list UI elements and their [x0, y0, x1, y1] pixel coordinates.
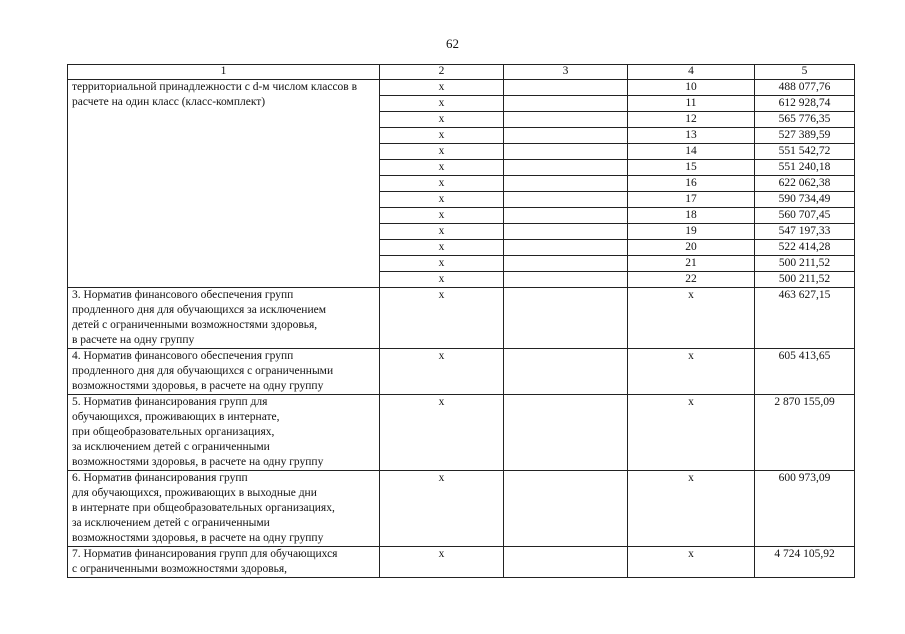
table-body	[68, 80, 855, 578]
cell-col5: 590 734,49	[755, 192, 855, 208]
description-line: 6. Норматив финансирования групп	[72, 472, 248, 484]
cell-col5: 560 707,45	[755, 208, 855, 224]
cell-col3	[504, 160, 628, 176]
cell-col4: x	[628, 349, 755, 395]
row-description	[68, 547, 380, 578]
cell-col5: 547 197,33	[755, 224, 855, 240]
cell-col2: x	[380, 144, 504, 160]
table-row	[68, 395, 855, 471]
cell-col4: x	[628, 395, 755, 471]
table-row	[68, 288, 855, 349]
description-line: 7. Норматив финансирования групп для обучающихся	[72, 548, 338, 560]
cell-col3	[504, 240, 628, 256]
cell-col5: 565 776,35	[755, 112, 855, 128]
cell-col5: 612 928,74	[755, 96, 855, 112]
cell-col2: x	[380, 128, 504, 144]
cell-col3	[504, 256, 628, 272]
cell-col3	[504, 224, 628, 240]
header-col-3: 3	[504, 65, 628, 80]
description-line: продленного дня для обучающихся за исключением	[72, 304, 326, 316]
description-line: в интернате при общеобразовательных организациях,	[72, 502, 335, 514]
description-line: для обучающихся, проживающих в выходные дни	[72, 487, 317, 499]
description-line: 3. Норматив финансового обеспечения групп	[72, 289, 294, 301]
cell-col2: x	[380, 160, 504, 176]
description-line: при общеобразовательных организациях,	[72, 426, 275, 438]
cell-col2: x	[380, 272, 504, 288]
row-description: территориальной принадлежности с d-м числом классов в расчете на один класс (класс-комплект)	[68, 80, 380, 288]
cell-col3	[504, 144, 628, 160]
description-line: детей с ограниченными возможностями здоровья,	[72, 319, 318, 331]
cell-col4: 11	[628, 96, 755, 112]
cell-col4: 20	[628, 240, 755, 256]
cell-col5: 522 414,28	[755, 240, 855, 256]
description-line: 5. Норматив финансирования групп для	[72, 396, 268, 408]
cell-col4: 22	[628, 272, 755, 288]
cell-col5: 500 211,52	[755, 256, 855, 272]
cell-col3	[504, 471, 628, 547]
cell-col4: 15	[628, 160, 755, 176]
row-description	[68, 349, 380, 395]
page-number: 62	[446, 36, 459, 51]
cell-col2: x	[380, 288, 504, 349]
cell-col5: 527 389,59	[755, 128, 855, 144]
description-line: за исключением детей с ограниченными	[72, 517, 270, 529]
cell-col4: 17	[628, 192, 755, 208]
cell-col5: 551 240,18	[755, 160, 855, 176]
data-table	[67, 64, 855, 578]
cell-col3	[504, 288, 628, 349]
cell-col5: 605 413,65	[755, 349, 855, 395]
cell-col5: 488 077,76	[755, 80, 855, 96]
cell-col3	[504, 176, 628, 192]
cell-col3	[504, 208, 628, 224]
header-row	[68, 65, 855, 80]
cell-col5: 622 062,38	[755, 176, 855, 192]
cell-col2: x	[380, 256, 504, 272]
cell-col4: 12	[628, 112, 755, 128]
cell-col4: 19	[628, 224, 755, 240]
cell-col3	[504, 272, 628, 288]
cell-col2: x	[380, 240, 504, 256]
cell-col2: x	[380, 192, 504, 208]
header-col-2: 2	[380, 65, 504, 80]
cell-col2: x	[380, 208, 504, 224]
header-col-4: 4	[628, 65, 755, 80]
cell-col4: 18	[628, 208, 755, 224]
cell-col2: x	[380, 395, 504, 471]
cell-col4: x	[628, 288, 755, 349]
cell-col2: x	[380, 224, 504, 240]
cell-col2: x	[380, 112, 504, 128]
header-col-1: 1	[68, 65, 380, 80]
cell-col2: x	[380, 471, 504, 547]
description-line: в расчете на одну группу	[72, 334, 195, 346]
cell-col5: 551 542,72	[755, 144, 855, 160]
description-line: возможностями здоровья, в расчете на одну группу	[72, 456, 324, 468]
cell-col4: 10	[628, 80, 755, 96]
cell-col5: 2 870 155,09	[755, 395, 855, 471]
cell-col2: x	[380, 96, 504, 112]
table-row	[68, 547, 855, 578]
cell-col2: x	[380, 547, 504, 578]
cell-col2: x	[380, 349, 504, 395]
cell-col3	[504, 395, 628, 471]
cell-col3	[504, 192, 628, 208]
cell-col5: 500 211,52	[755, 272, 855, 288]
table-row	[68, 349, 855, 395]
cell-col5: 600 973,09	[755, 471, 855, 547]
description-line: продленного дня для обучающихся с ограниченными	[72, 365, 334, 377]
header-col-5: 5	[755, 65, 855, 80]
row-description	[68, 471, 380, 547]
cell-col4: 13	[628, 128, 755, 144]
table-row	[68, 80, 855, 96]
cell-col2: x	[380, 80, 504, 96]
cell-col3	[504, 349, 628, 395]
cell-col3	[504, 112, 628, 128]
description-line: возможностями здоровья, в расчете на одну группу	[72, 380, 324, 392]
row-description	[68, 395, 380, 471]
description-line: возможностями здоровья, в расчете на одну группу	[72, 532, 324, 544]
cell-col4: 16	[628, 176, 755, 192]
table-row	[68, 471, 855, 547]
cell-col3	[504, 547, 628, 578]
row-description	[68, 288, 380, 349]
description-line: за исключением детей с ограниченными	[72, 441, 270, 453]
cell-col4: x	[628, 547, 755, 578]
cell-col4: x	[628, 471, 755, 547]
cell-col4: 14	[628, 144, 755, 160]
cell-col3	[504, 128, 628, 144]
cell-col3	[504, 80, 628, 96]
cell-col5: 463 627,15	[755, 288, 855, 349]
cell-col5: 4 724 105,92	[755, 547, 855, 578]
cell-col2: x	[380, 176, 504, 192]
description-line: 4. Норматив финансового обеспечения групп	[72, 350, 294, 362]
description-line: с ограниченными возможностями здоровья,	[72, 563, 288, 575]
cell-col3	[504, 96, 628, 112]
cell-col4: 21	[628, 256, 755, 272]
description-line: обучающихся, проживающих в интернате,	[72, 411, 280, 423]
